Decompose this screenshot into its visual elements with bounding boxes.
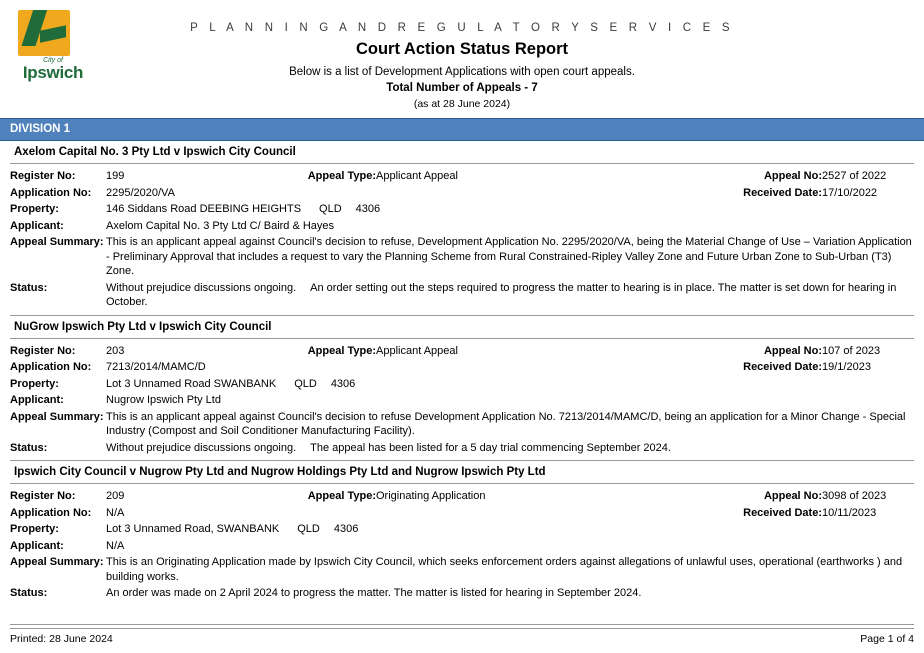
- appeal-no-value: 2527 of 2022: [822, 170, 887, 182]
- register-no-value: 203: [106, 344, 125, 357]
- status-label: Status:: [10, 441, 48, 454]
- status-value: An order was made on 2 April 2024 to progress the matter. The matter is listed for hearing in September 2024.: [106, 587, 642, 600]
- table-row: [10, 554, 914, 585]
- appeal-summary-value: This is an applicant appeal against Council's decision to refuse Development Application No. 7213/2014/MAMC/D, being an application for a Minor Change - Special Industry (Compost and Soil Conditioner Manufacturing Facility).: [106, 410, 906, 438]
- register-no-label: Register No:: [10, 170, 76, 182]
- report-header: [0, 0, 924, 112]
- page-number: Page 1 of 4: [860, 633, 914, 645]
- ipswich-city-logo: [14, 10, 92, 82]
- printed-date: Printed: 28 June 2024: [10, 633, 113, 645]
- register-no-value: 199: [106, 170, 125, 182]
- appeal-no-value: 107 of 2023: [822, 344, 881, 357]
- table-row: [10, 168, 914, 185]
- appeal-no-label: Appeal No:: [763, 170, 822, 182]
- spacer-cell: [292, 505, 376, 522]
- property-value: [106, 376, 914, 393]
- property-state: QLD: [297, 523, 320, 536]
- status-value: [106, 440, 914, 457]
- spacer-cell: [376, 359, 556, 376]
- case-block: [0, 141, 924, 311]
- property-address: Lot 3 Unnamed Road SWANBANK: [106, 377, 277, 390]
- register-no-label: Register No:: [10, 490, 76, 503]
- table-row: [10, 218, 914, 235]
- property-value: [106, 201, 914, 218]
- report-subtitle: Below is a list of Development Applications with open court appeals.: [289, 66, 635, 78]
- applicant-label: Applicant:: [10, 219, 64, 232]
- appeal-summary-value: This is an Originating Application made by Ipswich City Council, which seeks enforcement orders against allegations of unlawful uses, operational (earthworks ) and building works.: [106, 556, 903, 583]
- property-label: Property:: [10, 203, 59, 216]
- status-value: [106, 280, 914, 311]
- case-title: Ipswich City Council v Nugrow Pty Ltd and Nugrow Holdings Pty Ltd and Nugrow Ipswich Pty Ltd: [10, 460, 914, 484]
- appeal-type-value: Originating Application: [376, 490, 486, 503]
- table-row: [10, 440, 914, 457]
- register-no-value: 209: [106, 490, 125, 503]
- appeal-summary-label: Appeal Summary:: [10, 556, 104, 569]
- appeal-no-label: Appeal No:: [763, 344, 822, 357]
- application-no-value: 7213/2014/MAMC/D: [106, 361, 206, 374]
- received-date-value: 19/1/2023: [822, 361, 871, 374]
- appeal-type-value: Applicant Appeal: [376, 344, 458, 357]
- department-line: P L A N N I N G A N D R E G U L A T O R Y S E R V I C E S: [190, 22, 734, 34]
- property-address: Lot 3 Unnamed Road, SWANBANK: [106, 523, 280, 536]
- page-title: Court Action Status Report: [355, 40, 569, 58]
- footer-divider: [10, 624, 914, 625]
- application-no-label: Application No:: [10, 186, 92, 199]
- table-row: [10, 359, 914, 376]
- status-extra: The appeal has been listed for a 5 day trial commencing September 2024.: [310, 441, 671, 454]
- table-row: [10, 505, 914, 522]
- application-no-value: 2295/2020/VA: [106, 186, 175, 199]
- table-row: [10, 280, 914, 311]
- total-appeals: Total Number of Appeals - 7: [386, 82, 538, 94]
- received-date-label: Received Date:: [743, 361, 822, 374]
- table-row: [10, 201, 914, 218]
- header-text-block: [0, 0, 924, 110]
- received-date-value: 10/11/2023: [822, 506, 877, 519]
- as-at-date: (as at 28 June 2024): [413, 98, 511, 110]
- property-postcode: 4306: [355, 203, 381, 216]
- received-date-value: 17/10/2022: [822, 186, 878, 199]
- property-state: QLD: [294, 377, 317, 390]
- logo-city-text: City of: [43, 57, 63, 64]
- application-no-value: N/A: [106, 506, 125, 519]
- appeal-summary-label: Appeal Summary:: [10, 410, 104, 423]
- status-label: Status:: [10, 587, 48, 600]
- property-address: 146 Siddans Road DEEBING HEIGHTS: [106, 203, 302, 216]
- appeal-no-label: Appeal No:: [763, 490, 822, 503]
- table-row: [10, 343, 914, 360]
- table-row: [10, 538, 914, 555]
- appeal-summary-label: Appeal Summary:: [10, 236, 104, 249]
- property-label: Property:: [10, 523, 59, 536]
- received-date-label: Received Date:: [743, 186, 822, 199]
- table-row: [10, 392, 914, 409]
- applicant-value: Nugrow Ipswich Pty Ltd: [106, 394, 221, 407]
- status-extra: An order setting out the steps required to progress the matter to hearing is in place. The matter is set down for hearing in October.: [106, 281, 897, 309]
- table-row: [10, 409, 914, 440]
- property-postcode: 4306: [330, 377, 356, 390]
- spacer-cell: [292, 359, 376, 376]
- status-main: Without prejudice discussions ongoing.: [106, 281, 297, 294]
- application-no-label: Application No:: [10, 506, 92, 519]
- table-row: [10, 521, 914, 538]
- applicant-value: N/A: [106, 539, 125, 552]
- application-no-label: Application No:: [10, 361, 92, 374]
- case-fields: [10, 343, 914, 457]
- case-block: [0, 315, 924, 457]
- table-row: [10, 234, 914, 280]
- appeal-no-value: 3098 of 2023: [822, 490, 887, 503]
- spacer-cell: [292, 185, 376, 202]
- applicant-value: Axelom Capital No. 3 Pty Ltd C/ Baird & Hayes: [106, 219, 335, 232]
- case-fields: [10, 168, 914, 311]
- property-value: [106, 521, 914, 538]
- case-fields: [10, 488, 914, 602]
- table-row: [10, 585, 914, 602]
- table-row: [10, 376, 914, 393]
- received-date-label: Received Date:: [743, 506, 822, 519]
- applicant-label: Applicant:: [10, 539, 64, 552]
- logo-mark-icon: [18, 10, 70, 56]
- applicant-label: Applicant:: [10, 394, 64, 407]
- property-label: Property:: [10, 377, 59, 390]
- property-state: QLD: [319, 203, 342, 216]
- logo-wordmark: [14, 57, 92, 82]
- appeal-type-value: Applicant Appeal: [376, 170, 458, 182]
- appeal-type-label: Appeal Type:: [307, 344, 376, 357]
- spacer-cell: [376, 185, 556, 202]
- report-footer: [10, 628, 914, 645]
- case-title: Axelom Capital No. 3 Pty Ltd v Ipswich City Council: [10, 141, 914, 164]
- appeal-type-label: Appeal Type:: [307, 490, 376, 503]
- property-postcode: 4306: [333, 523, 359, 536]
- spacer-cell: [376, 505, 556, 522]
- table-row: [10, 488, 914, 505]
- status-label: Status:: [10, 281, 48, 294]
- table-row: [10, 185, 914, 202]
- appeal-summary-value: This is an applicant appeal against Council's decision to refuse, Development Application No. 2295/2020/VA, being the Material Change of Use – Variation Application - Preliminary Approval that includes a request to vary the Planning Scheme from Rural Constrained-Ripley Valley Zone and Future Urban Zone to Sub-Urban (T3) Zone.: [106, 236, 912, 278]
- logo-name-text: Ipswich: [22, 63, 84, 83]
- division-banner: DIVISION 1: [0, 118, 924, 141]
- appeal-type-label: Appeal Type:: [307, 170, 376, 182]
- case-block: [0, 460, 924, 602]
- status-main: Without prejudice discussions ongoing.: [106, 441, 297, 454]
- register-no-label: Register No:: [10, 344, 76, 357]
- case-title: NuGrow Ipswich Pty Ltd v Ipswich City Council: [10, 315, 914, 339]
